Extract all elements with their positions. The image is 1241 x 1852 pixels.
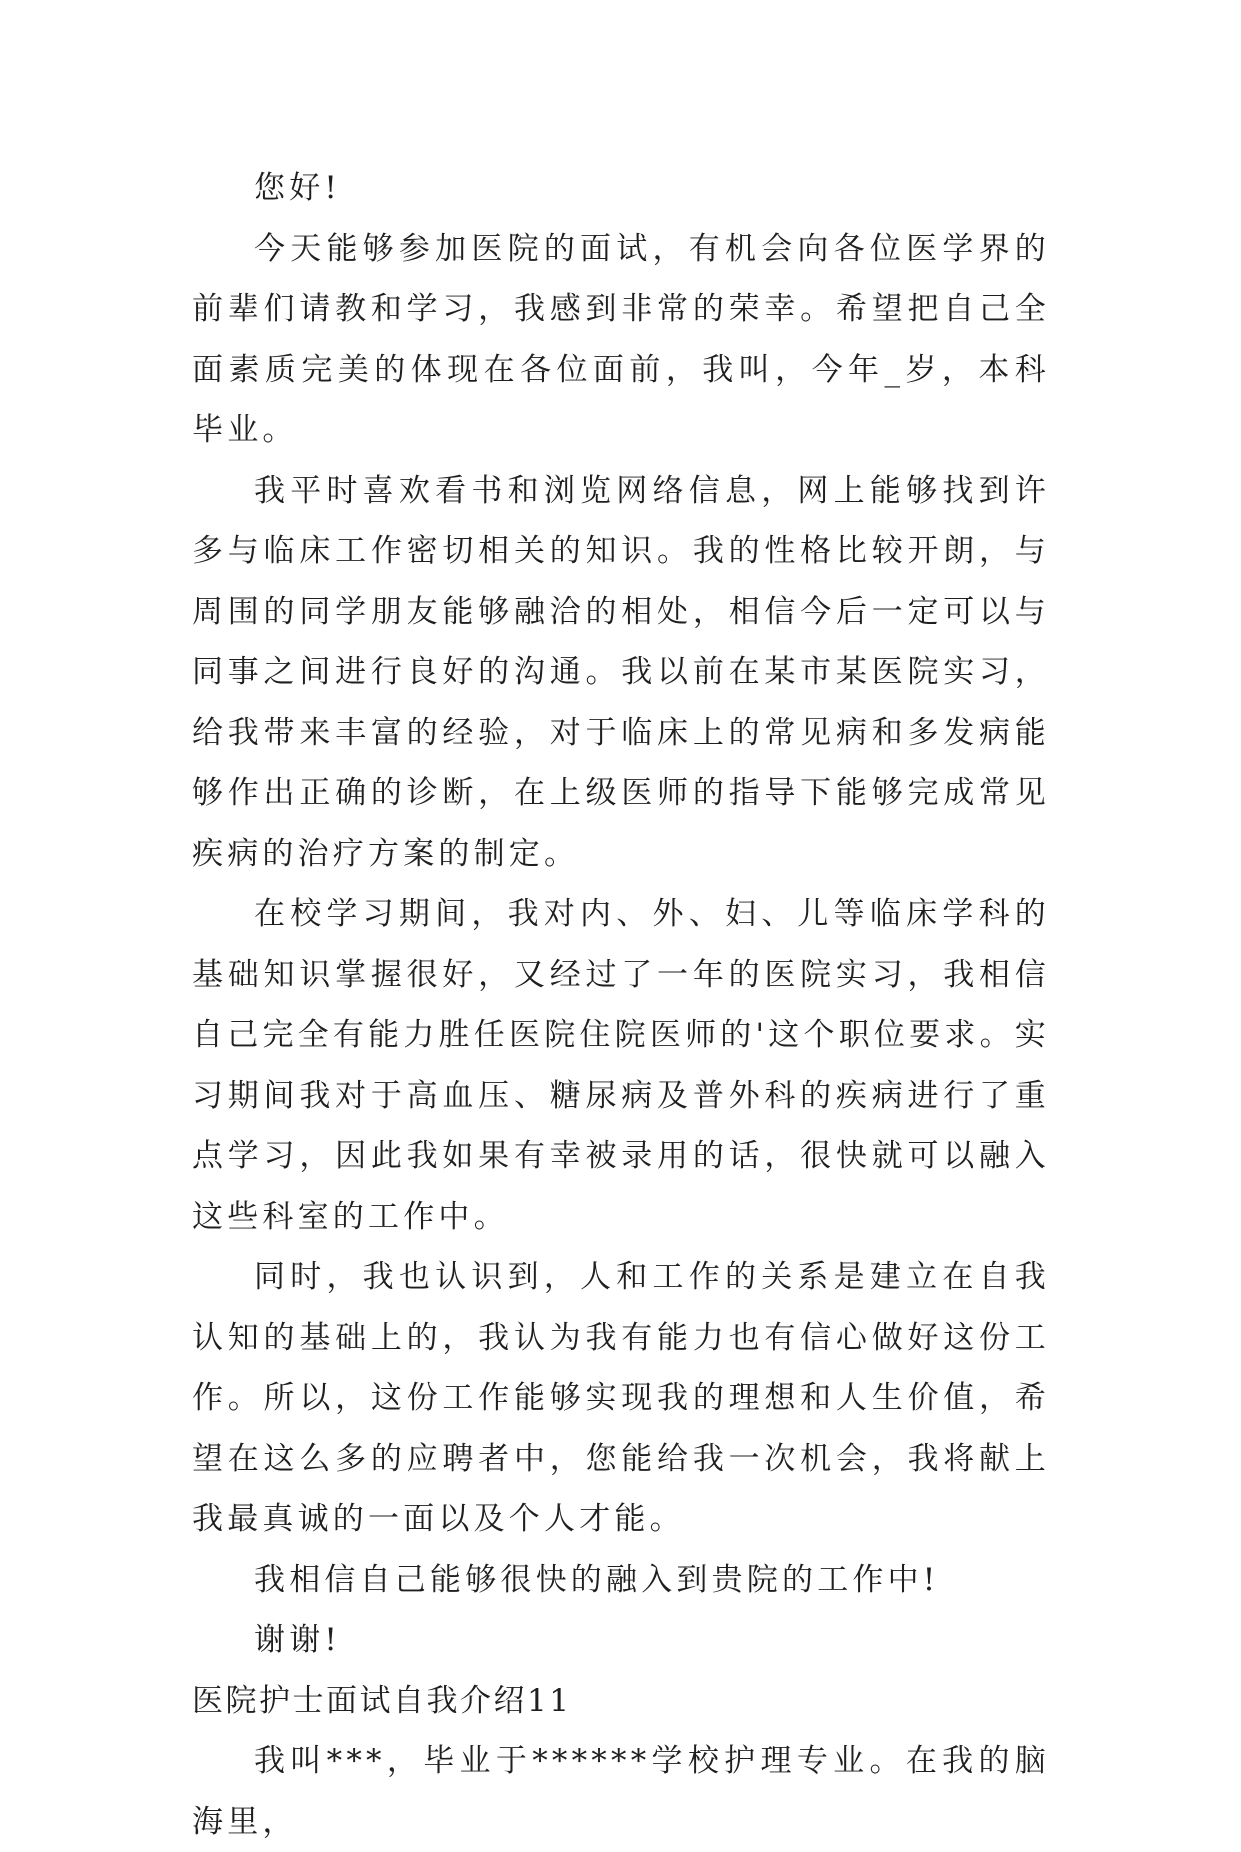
paragraph: 在校学习期间，我对内、外、妇、儿等临床学科的基础知识掌握很好，又经过了一年的医院实习，我相信自己完全有能力胜任医院住院医师的'这个职位要求。实习期间我对于高血压、糖尿病及普外科的疾病进行了重点学习，因此我如果有幸被录用的话，很快就可以融入这些科室的工作中。: [192, 896, 1050, 1235]
paragraph: 今天能够参加医院的面试，有机会向各位医学界的前辈们请教和学习，我感到非常的荣幸。希望把自己全面素质完美的体现在各位面前，我叫，今年_岁，本科毕业。: [192, 230, 1050, 448]
section-heading: 医院护士面试自我介绍11: [192, 1682, 572, 1719]
greeting: 您好!: [254, 170, 342, 206]
paragraph: 我叫***，毕业于******学校护理专业。在我的脑海里，: [192, 1743, 1050, 1840]
paragraph: 同时，我也认识到，人和工作的关系是建立在自我认知的基础上的，我认为我有能力也有信心做好这份工作。所以，这份工作能够实现我的理想和人生价值，希望在这么多的应聘者中，您能给我一次机会，我将献上我最真诚的一面以及个人才能。: [192, 1259, 1050, 1537]
paragraph: 我相信自己能够很快的融入到贵院的工作中!: [254, 1561, 940, 1598]
document-body: [192, 158, 1050, 1852]
closing: 谢谢!: [254, 1622, 342, 1658]
paragraph: 我平时喜欢看书和浏览网络信息，网上能够找到许多与临床工作密切相关的知识。我的性格比较开朗，与周围的同学朋友能够融洽的相处，相信今后一定可以与同事之间进行良好的沟通。我以前在某市某医院实习，给我带来丰富的经验，对于临床上的常见病和多发病能够作出正确的诊断，在上级医师的指导下能够完成常见疾病的治疗方案的制定。: [192, 472, 1050, 872]
